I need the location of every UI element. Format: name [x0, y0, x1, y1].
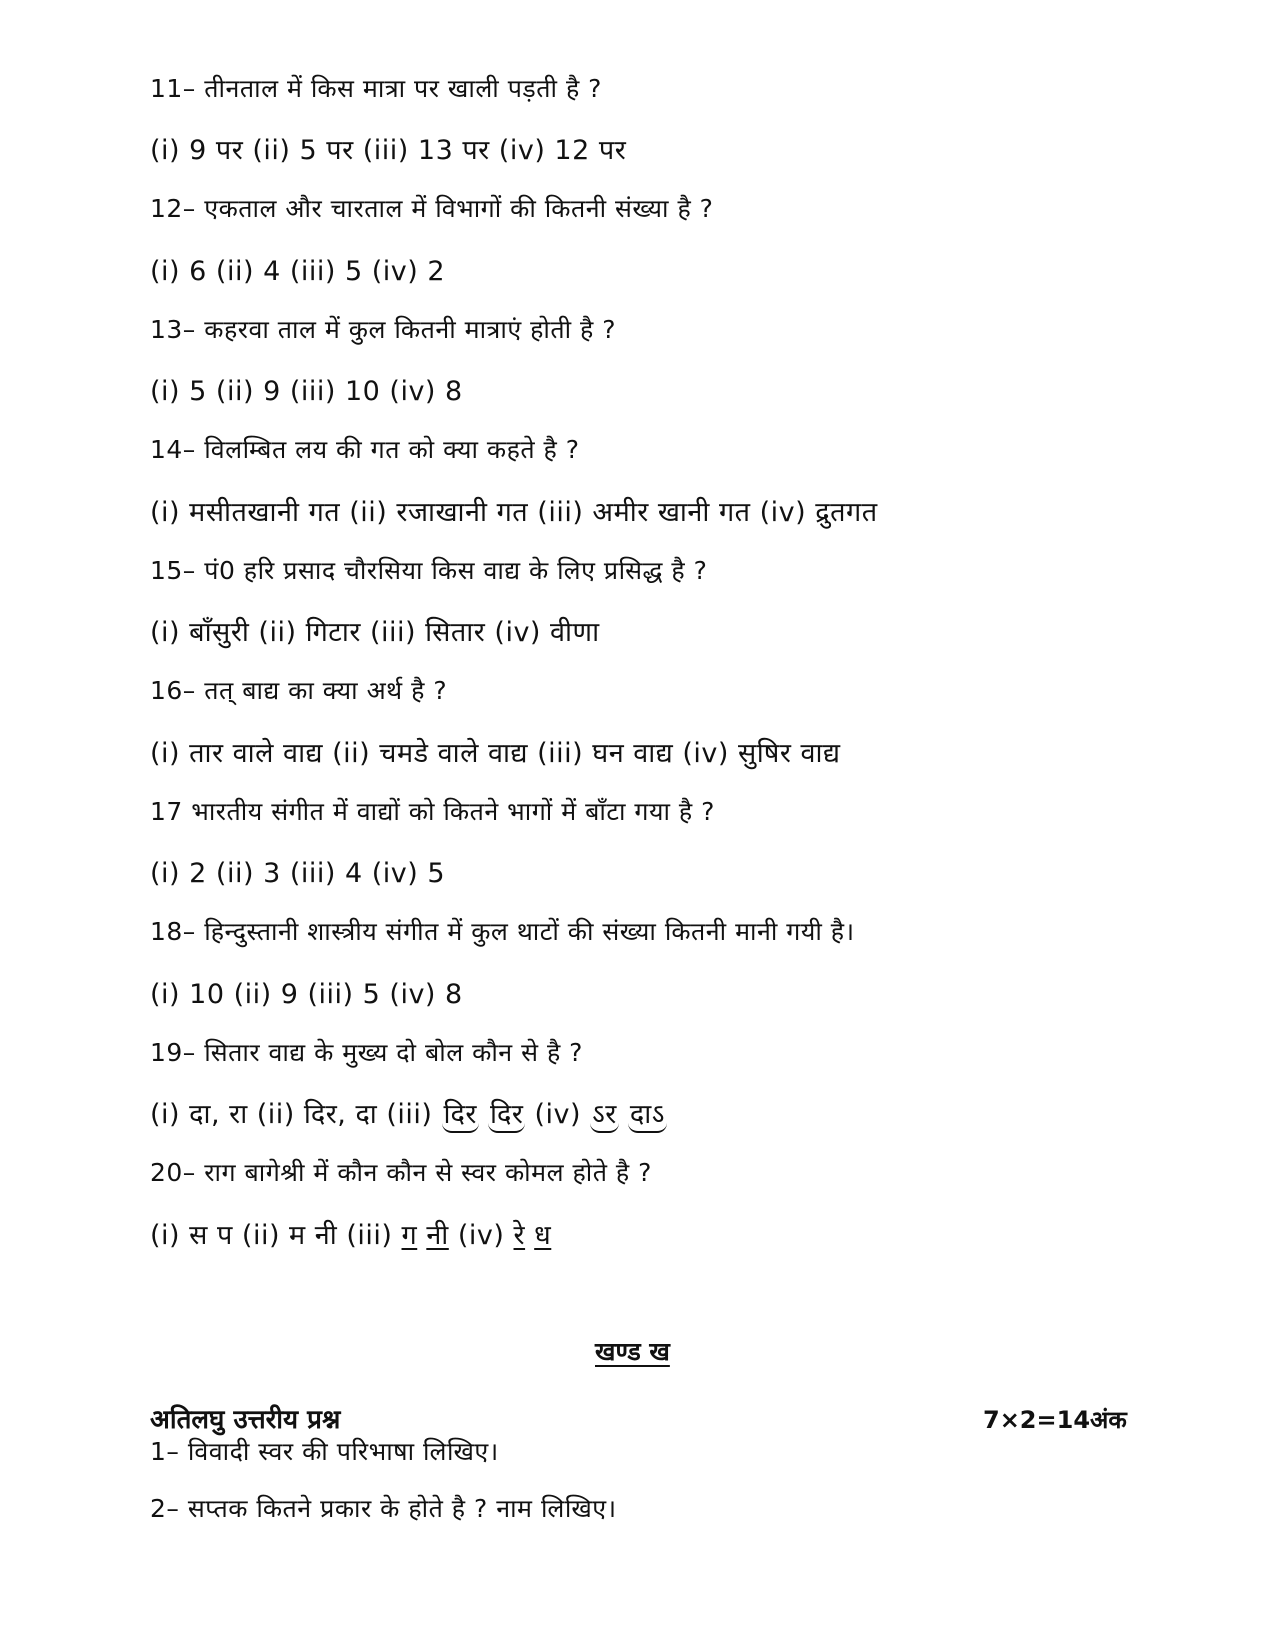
komal-ni: नी: [426, 1220, 449, 1251]
options-19: [150, 1098, 667, 1132]
options-11: (i) 9 पर (ii) 5 पर (iii) 13 पर (iv) 12 पर: [150, 135, 627, 166]
options-20-prefix: (i) स प (ii) म नी (iii): [150, 1220, 402, 1251]
options-12: (i) 6 (ii) 4 (iii) 5 (iv) 2: [150, 256, 446, 287]
question-13: 13– कहरवा ताल में कुल कितनी मात्राएं होती है ?: [150, 315, 617, 344]
question-19: 19– सितार वाद्य के मुख्य दो बोल कौन से है ?: [150, 1038, 583, 1067]
options-14: (i) मसीतखानी गत (ii) रजाखानी गत (iii) अमीर खानी गत (iv) द्रुतगत: [150, 497, 878, 528]
question-15: 15– पं0 हरि प्रसाद चौरसिया किस वाद्य के लिए प्रसिद्ध है ?: [150, 556, 708, 585]
options-18: (i) 10 (ii) 9 (iii) 5 (iv) 8: [150, 979, 463, 1010]
question-12: 12– एकताल और चारताल में विभागों की कितनी संख्या है ?: [150, 194, 714, 223]
options-19-prefix: (i) दा, रा (ii) दिर, दा (iii): [150, 1099, 442, 1130]
section-heading: अतिलघु उत्तरीय प्रश्न: [150, 1405, 341, 1435]
question-18: 18– हिन्दुस्तानी शास्त्रीय संगीत में कुल थाटों की संख्या कितनी मानी गयी है।: [150, 917, 855, 946]
options-16: (i) तार वाले वाद्य (ii) चमडे वाले वाद्य (iii) घन वाद्य (iv) सुषिर वाद्य: [150, 738, 841, 769]
section-title: खण्ड ख: [595, 1337, 670, 1366]
options-20-iv-label: (iv): [457, 1220, 514, 1251]
options-13: (i) 5 (ii) 9 (iii) 10 (iv) 8: [150, 376, 463, 407]
question-14: 14– विलम्बित लय की गत को क्या कहते है ?: [150, 435, 580, 464]
options-15: (i) बाँसुरी (ii) गिटार (iii) सितार (iv) वीणा: [150, 617, 600, 648]
bol-dir-1: दिर: [442, 1099, 479, 1133]
bol-daa: दाऽ: [628, 1099, 667, 1133]
options-19-iv-label: (iv): [534, 1099, 591, 1130]
bol-sr: ऽर: [590, 1099, 619, 1133]
komal-re: रे: [513, 1220, 526, 1251]
options-17: (i) 2 (ii) 3 (iii) 4 (iv) 5: [150, 858, 446, 889]
short-question-1: 1– विवादी स्वर की परिभाषा लिखिए।: [150, 1437, 499, 1466]
short-question-2: 2– सप्तक कितने प्रकार के होते है ? नाम लिखिए।: [150, 1494, 617, 1523]
section-marks: 7×2=14अंक: [983, 1406, 1127, 1434]
question-20: 20– राग बागेश्री में कौन कौन से स्वर कोमल होते है ?: [150, 1158, 652, 1187]
question-16: 16– तत् बाद्य का क्या अर्थ है ?: [150, 676, 448, 705]
options-20: [150, 1219, 551, 1253]
komal-dha: ध: [534, 1220, 552, 1251]
bol-dir-2: दिर: [488, 1099, 525, 1133]
komal-ga: ग: [401, 1220, 418, 1251]
question-11: 11– तीनताल में किस मात्रा पर खाली पड़ती है ?: [150, 74, 602, 103]
question-17: 17 भारतीय संगीत में वाद्यों को कितने भागों में बाँटा गया है ?: [150, 797, 715, 826]
